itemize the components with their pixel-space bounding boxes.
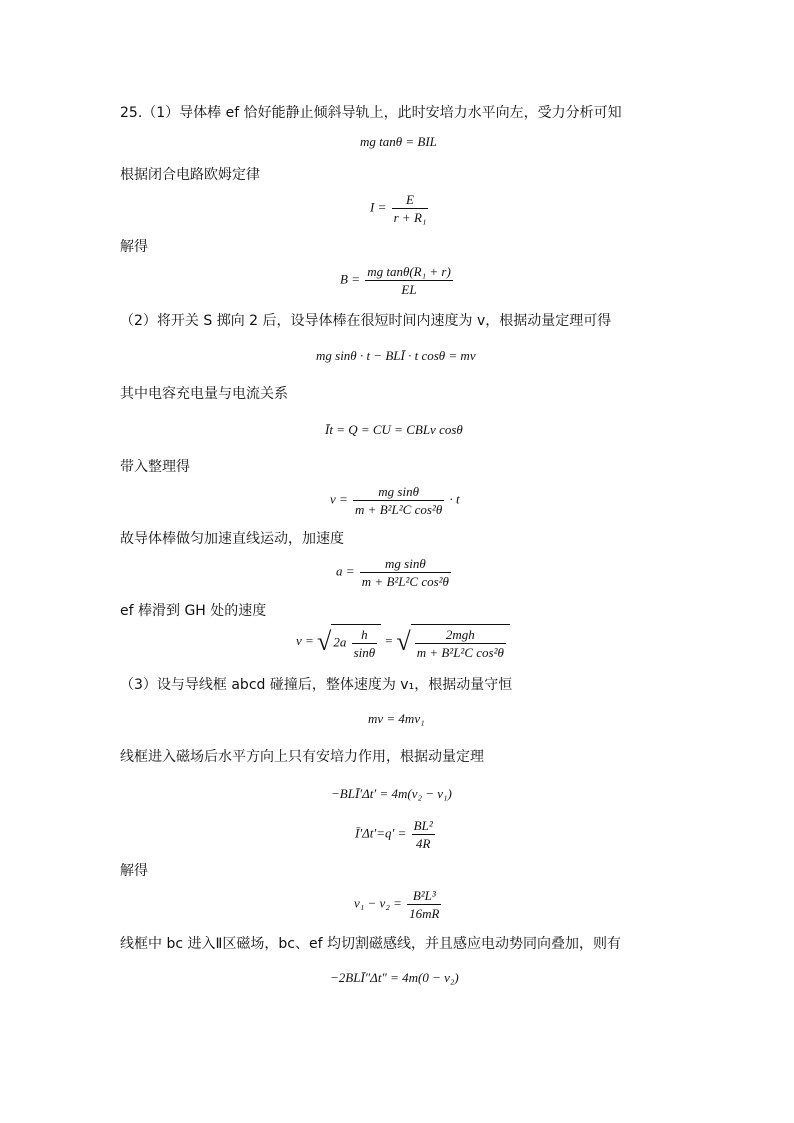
- fraction-numerator: mg tanθ(R₁ + r): [367, 264, 451, 279]
- fraction-denominator: r + R₁: [393, 210, 427, 225]
- radical-sign-icon: √: [396, 627, 411, 656]
- paragraph-solve-1: 解得: [120, 239, 148, 255]
- fraction-denominator: sinθ: [353, 645, 376, 660]
- equation-current-fraction: [392, 192, 429, 225]
- equation-magnetic-field: [340, 264, 455, 297]
- equation-dv-lhs: v₁ − v₂ =: [354, 895, 402, 911]
- equation-b-lhs: B =: [340, 271, 360, 287]
- fraction-numerator: h: [352, 627, 378, 644]
- fraction-numerator: 2mgh: [415, 627, 506, 644]
- fraction-denominator: m + B²L²C cos²θ: [416, 645, 504, 660]
- equation-q-fraction: [412, 818, 435, 851]
- paragraph-region-two: 线框中 bc 进入Ⅱ区磁场，bc、ef 均切割磁感线，并且感应电动势同向叠加，则有: [120, 936, 621, 952]
- equation-vgh-lhs: v =: [296, 632, 314, 648]
- paragraph-frame-enters-field: 线框进入磁场后水平方向上只有安培力作用，根据动量定理: [120, 749, 484, 765]
- paragraph-capacitor-charge: 其中电容充电量与电流关系: [120, 386, 288, 402]
- equation-momentum-theorem: mg sinθ · t − BLĪ · t cosθ = mv: [316, 348, 476, 363]
- equation-dv-fraction: [407, 888, 441, 921]
- fraction-denominator: m + B²L²C cos²θ: [361, 574, 449, 589]
- paragraph-q25-part3: （3）设与导线框 abcd 碰撞后，整体速度为 v₁，根据动量守恒: [120, 677, 513, 693]
- fraction-numerator: E: [392, 192, 429, 209]
- fraction-numerator: mg sinθ: [360, 556, 451, 573]
- equation-b-fraction: [365, 264, 453, 297]
- fraction-denominator: EL: [401, 282, 417, 297]
- equation-charge: Īt = Q = CU = CBLv cosθ: [325, 422, 463, 437]
- equation-a-fraction: [360, 556, 451, 589]
- equation-q-lhs: Ī′Δt′=q′ =: [355, 825, 407, 841]
- paragraph-substitute: 带入整理得: [120, 459, 190, 475]
- paragraph-q25-part1: 25.（1）导体棒 ef 恰好能静止倾斜导轨上，此时安培力水平向左，受力分析可知: [120, 105, 622, 121]
- equation-current: [370, 192, 430, 225]
- equation-frame-momentum: −BLĪ′Δt′ = 4m(v₂ − v₁): [331, 786, 452, 801]
- paragraph-solve-2: 解得: [120, 863, 148, 879]
- equation-velocity-sqrt: [296, 624, 510, 660]
- equation-equals: =: [384, 632, 394, 648]
- equation-current-lhs: I =: [370, 199, 387, 215]
- sqrt-term-2: [396, 624, 509, 660]
- equation-charge-q: [355, 818, 437, 851]
- sqrt-fraction-1: [352, 627, 378, 660]
- equation-momentum-conservation: mv = 4mv₁: [368, 711, 425, 726]
- fraction-denominator: 16mR: [409, 906, 440, 921]
- paragraph-uniform-acceleration: 故导体棒做匀加速直线运动，加速度: [120, 531, 344, 547]
- fraction-numerator: mg sinθ: [353, 484, 444, 501]
- equation-force-balance: mg tanθ = BIL: [360, 134, 437, 149]
- equation-region-two-momentum: −2BLĪ″Δt″ = 4m(0 − v₂): [330, 970, 459, 985]
- paragraph-ohms-law: 根据闭合电路欧姆定律: [120, 167, 260, 183]
- radical-sign-icon: √: [317, 627, 332, 656]
- equation-v-lhs: v =: [330, 491, 348, 507]
- equation-acceleration: [336, 556, 453, 589]
- paragraph-q25-part2: （2）将开关 S 掷向 2 后，设导体棒在很短时间内速度为 v，根据动量定理可得: [120, 313, 612, 329]
- fraction-denominator: 4R: [415, 836, 431, 851]
- equation-v-rhs: · t: [449, 491, 460, 507]
- fraction-numerator: B²L³: [407, 888, 441, 905]
- sqrt-prefix: 2a: [333, 634, 347, 650]
- sqrt-fraction-2: [415, 627, 506, 660]
- fraction-numerator: BL²: [413, 818, 433, 833]
- paragraph-velocity-at-gh: ef 棒滑到 GH 处的速度: [120, 603, 267, 619]
- sqrt-term-1: [317, 624, 381, 660]
- equation-velocity-difference: [354, 888, 443, 921]
- equation-velocity-time: [330, 484, 460, 517]
- equation-v-fraction: [353, 484, 444, 517]
- fraction-denominator: m + B²L²C cos²θ: [355, 502, 443, 517]
- equation-a-lhs: a =: [336, 563, 355, 579]
